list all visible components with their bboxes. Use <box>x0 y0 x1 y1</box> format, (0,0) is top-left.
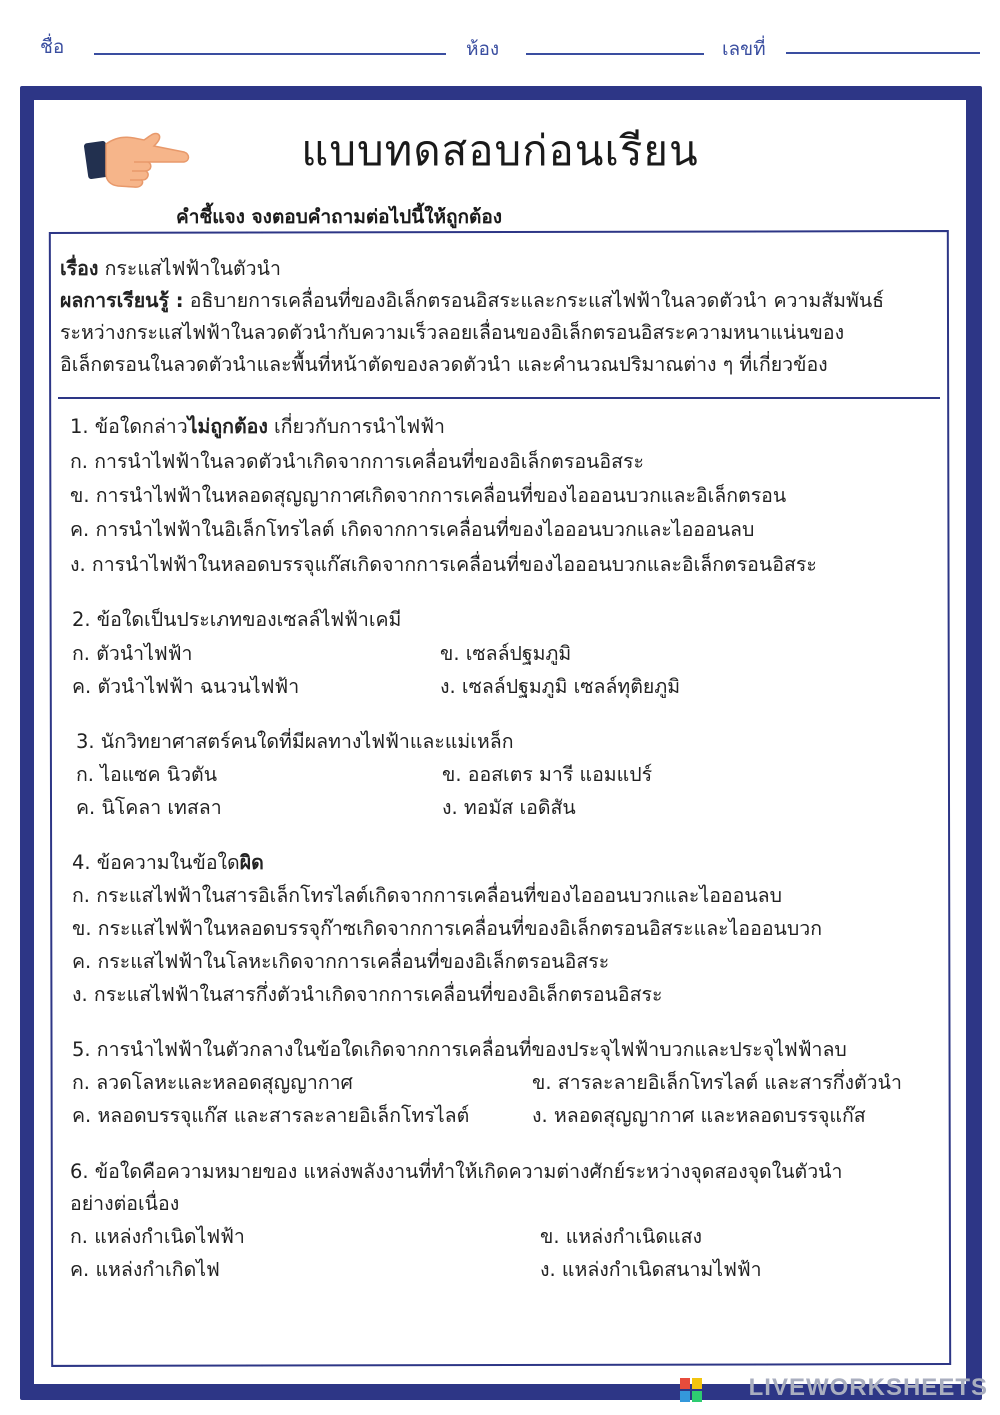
q2-option-d[interactable]: ง. เซลล์ปฐมภูมิ เซลล์ทุติยภูมิ <box>440 675 681 698</box>
room-field-line[interactable] <box>526 53 704 55</box>
q6-option-d[interactable]: ง. แหล่งกำเนิดสนามไฟฟ้า <box>540 1258 762 1281</box>
name-field-line[interactable] <box>94 53 446 55</box>
liveworksheets-logo-icon <box>680 1378 702 1402</box>
q3-option-b[interactable]: ข. ออสเตร มารี แอมแปร์ <box>442 763 653 786</box>
q6-option-a[interactable]: ก. แหล่งกำเนิดไฟฟ้า <box>70 1225 245 1248</box>
question-1-post: เกี่ยวกับการนำไฟฟ้า <box>267 415 445 438</box>
q5-option-a[interactable]: ก. ลวดโลหะและหลอดสุญญากาศ <box>72 1071 353 1094</box>
q4-option-b[interactable]: ข. กระแสไฟฟ้าในหลอดบรรจุก๊าซเกิดจากการเคลื่อนที่ของอิเล็กตรอนอิสระและไอออนบวก <box>72 917 823 940</box>
topic-value: กระแสไฟฟ้าในตัวนำ <box>98 257 281 280</box>
topic-label: เรื่อง <box>60 257 99 280</box>
q1-option-d[interactable]: ง. การนำไฟฟ้าในหลอดบรรจุแก๊สเกิดจากการเคลื่อนที่ของไอออนบวกและอิเล็กตรอนอิสระ <box>70 553 817 576</box>
question-4-pre: 4. ข้อความในข้อใด <box>72 851 240 874</box>
page-title: แบบทดสอบก่อนเรียน <box>301 126 699 175</box>
q5-option-c[interactable]: ค. หลอดบรรจุแก๊ส และสารละลายอิเล็กโทรไลต์ <box>72 1104 470 1127</box>
section-divider <box>58 397 940 399</box>
q5-option-d[interactable]: ง. หลอดสุญญากาศ และหลอดบรรจุแก๊ส <box>532 1104 866 1127</box>
question-1 <box>70 414 445 440</box>
instruction-text: คำชี้แจง จงตอบคำถามต่อไปนี้ให้ถูกต้อง <box>176 206 503 228</box>
q1-option-c[interactable]: ค. การนำไฟฟ้าในอิเล็กโทรไลต์ เกิดจากการเคลื่อนที่ของไอออนบวกและไอออนลบ <box>70 518 755 541</box>
question-5: 5. การนำไฟฟ้าในตัวกลางในข้อใดเกิดจากการเคลื่อนที่ของประจุไฟฟ้าบวกและประจุไฟฟ้าลบ <box>72 1038 847 1061</box>
outcome-text: อธิบายการเคลื่อนที่ของอิเล็กตรอนอิสระและกระแสไฟฟ้าในลวดตัวนำ ความสัมพันธ์ <box>183 289 885 312</box>
outcome-label: ผลการเรียนรู้ : <box>60 289 184 312</box>
q1-option-a[interactable]: ก. การนำไฟฟ้าในลวดตัวนำเกิดจากการเคลื่อนที่ของอิเล็กตรอนอิสระ <box>70 450 644 473</box>
number-field-line[interactable] <box>786 52 980 54</box>
question-2: 2. ข้อใดเป็นประเภทของเซลล์ไฟฟ้าเคมี <box>72 608 402 631</box>
q3-option-c[interactable]: ค. นิโคลา เทสลา <box>76 796 222 819</box>
question-6-line-1: 6. ข้อใดคือความหมายของ แหล่งพลังงานที่ทำให้เกิดความต่างศักย์ระหว่างจุดสองจุดในตัวนำ <box>70 1160 843 1183</box>
question-1-emphasis: ไม่ถูกต้อง <box>187 415 268 438</box>
outcome-line-3: อิเล็กตรอนในลวดตัวนำและพื้นที่หน้าตัดของลวดตัวนำ และคำนวณปริมาณต่าง ๆ ที่เกี่ยวข้อง <box>60 353 828 376</box>
room-label: ห้อง <box>466 38 500 60</box>
q5-option-b[interactable]: ข. สารละลายอิเล็กโทรไลต์ และสารกึ่งตัวนำ <box>532 1071 902 1094</box>
topic-line <box>60 256 281 282</box>
q2-option-b[interactable]: ข. เซลล์ปฐมภูมิ <box>440 642 572 665</box>
q6-option-b[interactable]: ข. แหล่งกำเนิดแสง <box>540 1225 703 1248</box>
q4-option-a[interactable]: ก. กระแสไฟฟ้าในสารอิเล็กโทรไลต์เกิดจากการเคลื่อนที่ของไอออนบวกและไอออนลบ <box>72 884 782 907</box>
question-4 <box>72 850 264 876</box>
q4-option-c[interactable]: ค. กระแสไฟฟ้าในโลหะเกิดจากการเคลื่อนที่ของอิเล็กตรอนอิสระ <box>72 950 610 973</box>
question-6-line-2: อย่างต่อเนื่อง <box>70 1192 180 1215</box>
q4-option-d[interactable]: ง. กระแสไฟฟ้าในสารกึ่งตัวนำเกิดจากการเคลื่อนที่ของอิเล็กตรอนอิสระ <box>72 983 663 1006</box>
question-4-emphasis: ผิด <box>239 851 264 874</box>
pointing-hand-icon <box>84 128 192 192</box>
question-1-pre: 1. ข้อใดกล่าว <box>70 415 188 438</box>
name-label: ชื่อ <box>40 36 65 58</box>
q3-option-a[interactable]: ก. ไอแซค นิวตัน <box>76 763 218 786</box>
number-label: เลขที่ <box>722 38 766 60</box>
q2-option-a[interactable]: ก. ตัวนำไฟฟ้า <box>72 642 193 665</box>
q2-option-c[interactable]: ค. ตัวนำไฟฟ้า ฉนวนไฟฟ้า <box>72 675 300 698</box>
outcome-line-1 <box>60 288 884 314</box>
q6-option-c[interactable]: ค. แหล่งกำเกิดไฟ <box>70 1258 220 1281</box>
q1-option-b[interactable]: ข. การนำไฟฟ้าในหลอดสุญญากาศเกิดจากการเคลื่อนที่ของไอออนบวกและอิเล็กตรอน <box>70 484 787 507</box>
outcome-line-2: ระหว่างกระแสไฟฟ้าในลวดตัวนำกับความเร็วลอยเลื่อนของอิเล็กตรอนอิสระความหนาแน่นของ <box>60 321 845 344</box>
watermark: LIVEWORKSHEETS <box>748 1374 988 1401</box>
question-3: 3. นักวิทยาศาสตร์คนใดที่มีผลทางไฟฟ้าและแม่เหล็ก <box>76 730 514 753</box>
q3-option-d[interactable]: ง. ทอมัส เอดิสัน <box>442 796 576 819</box>
